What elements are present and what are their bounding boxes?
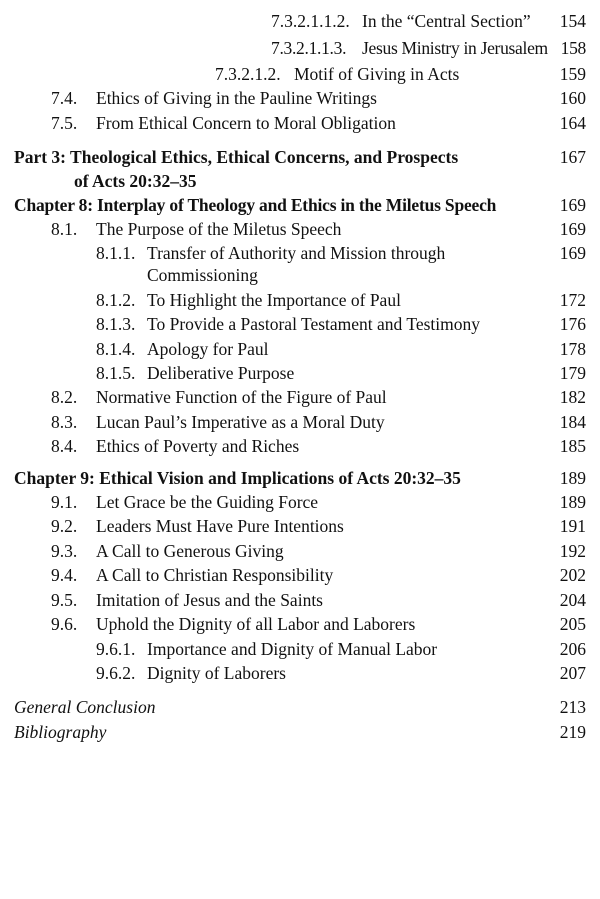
chapter-title: Chapter 8: Interplay of Theology and Ethics in the Miletus Speech	[14, 195, 497, 215]
entry-title: A Call to Generous Giving	[96, 541, 284, 561]
toc-entry	[0, 410, 600, 434]
entry-number: 8.3.	[51, 412, 78, 432]
toc-entry	[0, 9, 600, 33]
toc-entry	[0, 385, 600, 409]
entry-number: 8.4.	[51, 436, 78, 456]
entry-title: Deliberative Purpose	[147, 363, 295, 383]
entry-page: 202	[559, 565, 586, 585]
part-heading	[0, 145, 600, 169]
entry-number: 7.4.	[51, 88, 78, 108]
entry-page: 213	[559, 697, 586, 717]
entry-title: Ethics of Giving in the Pauline Writings	[96, 88, 377, 108]
entry-page: 182	[559, 387, 586, 407]
entry-title: The Purpose of the Miletus Speech	[96, 219, 342, 239]
entry-title: Bibliography	[14, 722, 107, 742]
entry-title: Let Grace be the Guiding Force	[96, 492, 319, 512]
toc-entry	[0, 62, 600, 86]
entry-page: 206	[559, 639, 586, 659]
entry-title: To Highlight the Importance of Paul	[147, 290, 401, 310]
entry-number: 9.1.	[51, 492, 78, 512]
entry-title: To Provide a Pastoral Testament and Testimony	[147, 314, 480, 334]
entry-page: 192	[559, 541, 586, 561]
entry-page: 154	[559, 11, 586, 31]
toc-entry	[0, 312, 600, 336]
entry-number: 8.1.	[51, 219, 78, 239]
entry-title: Transfer of Authority and Mission through	[147, 243, 446, 263]
toc-entry	[0, 361, 600, 385]
entry-page: 167	[559, 147, 586, 167]
entry-page: 178	[559, 339, 586, 359]
entry-title: Ethics of Poverty and Riches	[96, 436, 300, 456]
entry-title: Dignity of Laborers	[147, 663, 286, 683]
entry-page: 189	[559, 492, 586, 512]
entry-title: In the “Central Section”	[362, 11, 531, 31]
entry-title: Jesus Ministry in Jerusalem	[362, 38, 548, 58]
toc-entry	[0, 563, 600, 587]
entry-page: 189	[559, 468, 586, 488]
entry-title-continued: Commissioning	[147, 265, 258, 285]
entry-number: 8.1.3.	[96, 314, 136, 334]
entry-number: 9.4.	[51, 565, 78, 585]
entry-title: Leaders Must Have Pure Intentions	[96, 516, 344, 536]
entry-number: 8.2.	[51, 387, 78, 407]
toc-entry	[0, 661, 600, 685]
entry-title: A Call to Christian Responsibility	[96, 565, 334, 585]
entry-page: 204	[559, 590, 586, 610]
entry-title: Motif of Giving in Acts	[294, 64, 460, 84]
entry-title: General Conclusion	[14, 697, 156, 717]
entry-page: 176	[559, 314, 586, 334]
toc-entry	[0, 490, 600, 514]
entry-number: 8.1.4.	[96, 339, 136, 359]
entry-page: 205	[559, 614, 586, 634]
entry-page: 172	[559, 290, 586, 310]
toc-entry	[0, 612, 600, 636]
part-title: Part 3: Theological Ethics, Ethical Concerns, and Prospects	[14, 147, 459, 167]
entry-title: Imitation of Jesus and the Saints	[96, 590, 323, 610]
entry-page: 169	[559, 243, 586, 263]
entry-page: 159	[559, 64, 586, 84]
toc-entry	[0, 588, 600, 612]
entry-page: 164	[559, 113, 586, 133]
entry-number: 9.5.	[51, 590, 78, 610]
entry-title: Lucan Paul’s Imperative as a Moral Duty	[96, 412, 385, 432]
entry-number: 9.6.2.	[96, 663, 136, 683]
entry-title: Importance and Dignity of Manual Labor	[147, 639, 438, 659]
chapter-heading	[0, 466, 600, 490]
entry-page: 169	[559, 219, 586, 239]
entry-page: 160	[559, 88, 586, 108]
entry-number: 8.1.2.	[96, 290, 136, 310]
toc-entry	[0, 695, 600, 719]
entry-number: 7.3.2.1.1.2.	[271, 11, 350, 31]
toc-entry	[0, 514, 600, 538]
entry-number: 7.3.2.1.2.	[215, 64, 281, 84]
toc-entry	[0, 539, 600, 563]
toc-entry	[0, 434, 600, 458]
entry-page: 185	[559, 436, 586, 456]
chapter-title: Chapter 9: Ethical Vision and Implications of Acts 20:32–35	[14, 468, 461, 488]
entry-number: 9.6.	[51, 614, 78, 634]
entry-page: 191	[559, 516, 586, 536]
toc-entry	[0, 86, 600, 110]
toc-entry	[0, 36, 600, 60]
entry-page: 184	[559, 412, 586, 432]
entry-title: Apology for Paul	[147, 339, 269, 359]
part-title-continued: of Acts 20:32–35	[74, 171, 197, 191]
toc-entry-continued	[0, 263, 600, 287]
part-heading-continued	[0, 169, 600, 193]
entry-title: Uphold the Dignity of all Labor and Laborers	[96, 614, 416, 634]
toc-entry	[0, 337, 600, 361]
toc-entry	[0, 241, 600, 265]
entry-number: 8.1.5.	[96, 363, 136, 383]
toc-entry	[0, 111, 600, 135]
toc-entry	[0, 720, 600, 744]
entry-page: 169	[559, 195, 586, 215]
entry-number: 9.3.	[51, 541, 78, 561]
entry-number: 9.2.	[51, 516, 78, 536]
entry-number: 7.5.	[51, 113, 78, 133]
entry-title: Normative Function of the Figure of Paul	[96, 387, 387, 407]
entry-number: 9.6.1.	[96, 639, 136, 659]
chapter-heading	[0, 193, 600, 217]
entry-page: 219	[559, 722, 586, 742]
entry-page: 158	[560, 38, 586, 58]
entry-page: 179	[559, 363, 586, 383]
entry-title: From Ethical Concern to Moral Obligation	[96, 113, 396, 133]
toc-entry	[0, 637, 600, 661]
toc-entry	[0, 288, 600, 312]
entry-number: 8.1.1.	[96, 243, 136, 263]
entry-number: 7.3.2.1.1.3.	[271, 38, 347, 58]
toc-entry	[0, 217, 600, 241]
entry-page: 207	[559, 663, 586, 683]
